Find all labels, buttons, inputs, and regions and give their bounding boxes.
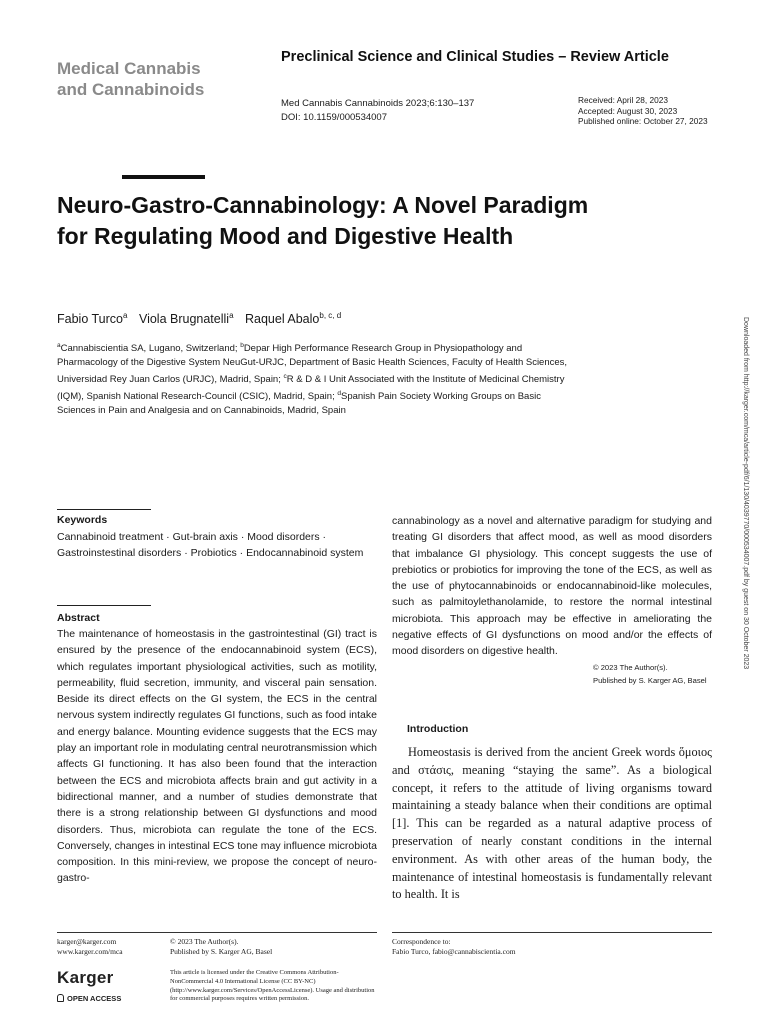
footer-copyright: © 2023 The Author(s). Published by S. Karger AG, Basel bbox=[170, 937, 273, 956]
keywords-rule bbox=[57, 509, 151, 510]
keywords-heading: Keywords bbox=[57, 514, 108, 526]
citation-doi[interactable]: DOI: 10.1159/000534007 bbox=[281, 112, 387, 123]
date-received: Received: April 28, 2023 bbox=[578, 95, 668, 105]
correspondence bbox=[392, 937, 712, 957]
date-published: Published online: October 27, 2023 bbox=[578, 116, 708, 126]
section-heading: Preclinical Science and Clinical Studies – Review Article bbox=[281, 49, 669, 65]
journal-name-line1: Medical Cannabis bbox=[57, 59, 201, 78]
author[interactable]: Raquel Abalo$^{b, c, d}$ bbox=[245, 311, 342, 327]
karger-logo: Karger bbox=[57, 968, 114, 987]
article-dates bbox=[578, 95, 708, 127]
abstract-copyright-line2: Published by S. Karger AG, Basel bbox=[593, 676, 707, 685]
author[interactable]: Fabio Turco$^a$ bbox=[57, 311, 128, 327]
license-text: This article is licensed under the Creative Commons Attribution-NonCommercial 4.0 International License (CC BY-NC) (http://www.karger.com/Services/OpenAccessLicense). Usage and distribution for commercial purposes requires written permission. bbox=[170, 969, 375, 1003]
abstract-rule bbox=[57, 605, 151, 606]
publisher-contact bbox=[57, 937, 157, 957]
introduction-heading: Introduction bbox=[407, 723, 469, 735]
open-lock-icon bbox=[57, 994, 64, 1002]
abstract-body: The maintenance of homeostasis in the gastrointestinal (GI) tract is ensured by the presence of the endocannabinoid system (ECS), which regulates important physiological activities, such as motility, permeability, fluid secretion, immunity, and visceral pain sensation. Beside its direct effects on the GI system, the ECS in the central nervous system indirectly regulates GI functions, such as food intake and energy balance. Mounting evidence suggests that the ECS may play an important role in modulating central neurotransmission which affects GI functioning. It has also been found that the interaction between the ECS and microbiota affects brain and gut activity in a bidirectional manner, and a number of studies demonstrate that there is a strong relationship between GI dysfunctions and mood disorders. Thus, microbiota can regulate the tone of the ECS. Conversely, changes in intestinal ECS tone may influence microbiota composition. In this mini-review, we propose the concept of neuro-gastro- bbox=[57, 628, 377, 885]
article-title: Neuro-Gastro-Cannabinology: A Novel Paradigm for Regulating Mood and Digestive Health bbox=[57, 192, 589, 249]
author-list bbox=[57, 311, 349, 326]
correspondence-label: Correspondence to: bbox=[392, 937, 451, 946]
introduction-body: Homeostasis is derived from the ancient Greek words ὅμοιος and στάσις, meaning “staying the same”. As a biological concept, it refers to the attitude of living organisms toward maintaining a steady balance when their conditions are optimal [1]. This can be regarded as a natural adaptive process of preservation of nearly constant conditions in the internal environment. As with other areas of the human body, the maintenance of intestinal homeostasis is fundamentally relevant to health. It is bbox=[392, 745, 712, 902]
date-accepted: Accepted: August 30, 2023 bbox=[578, 105, 678, 116]
journal-name bbox=[57, 58, 257, 100]
publisher-web[interactable]: www.karger.com/mca bbox=[57, 947, 123, 956]
download-note: Downloaded from http://karger.com/mca/article-pdf/6/1/130/4039770/000534007.pdf by guest on 30 October 2023 bbox=[742, 317, 749, 670]
affiliations: $^a$Cannabiscientia SA, Lugano, Switzerland; $^b$Depar High Performance Research Group in Physiopathology and Pharmacology of the Digestive System NeuGut-URJC, Department of Basic Health Sciences, Faculty of Health Sciences, Universidad Rey Juan Carlos (URJC), Madrid, Spain; $^c$R & D & I Unit Associated with the Institute of Medicinal Chemistry (IQM), Spanish National Research-Council (CSIC), Madrid, Spain; $^d$Spanish Pain Society Working Groups on Basic Sciences in Pain and Analgesia and on Cannabinoids, Madrid, Spain bbox=[57, 342, 568, 417]
affiliation: Depar High Performance Research Group in Physiopathology and Pharmacology of the Digestive System NeuGut-URJC, Department of Basic Health Sciences, Faculty of Health Sciences, Universidad Rey Juan Carlos (URJC), Madrid, Spain; bbox=[57, 343, 568, 386]
journal-name-line2: and Cannabinoids bbox=[57, 80, 205, 99]
affiliation: R & D & I Unit Associated with the Institute of Medicinal Chemistry (IQM), Spanish National Research-Council (CSIC), Madrid, Spain; bbox=[57, 374, 565, 403]
correspondence-contact[interactable]: Fabio Turco, fabio@cannabiscientia.com bbox=[392, 947, 516, 956]
keywords-text: Cannabinoid treatment · Gut-brain axis · Mood disorders · Gastroinstestinal disorders · Probiotics · Endocannabinoid system bbox=[57, 531, 364, 559]
footer-rule-left bbox=[57, 932, 377, 933]
abstract-heading: Abstract bbox=[57, 612, 100, 624]
abstract-copyright bbox=[593, 661, 707, 687]
affiliation: Spanish Pain Society Working Groups on Basic Sciences in Pain and Analgesia and on Cannabinoids, Madrid, Spain bbox=[57, 391, 541, 417]
title-rule bbox=[122, 175, 205, 179]
author[interactable]: Viola Brugnatelli$^a$ bbox=[138, 311, 234, 327]
abstract-copyright-line1: © 2023 The Author(s). bbox=[593, 663, 668, 672]
citation bbox=[281, 97, 474, 125]
citation-reference: Med Cannabis Cannabinoids 2023;6:130–137 bbox=[281, 98, 475, 109]
affiliation: Cannabiscientia SA, Lugano, Switzerland; bbox=[60, 343, 241, 355]
publisher-email[interactable]: karger@karger.com bbox=[57, 937, 117, 946]
abstract-continuation: cannabinology as a novel and alternative paradigm for studying and treating GI disorders that affect mood, as well as mood disorders that imbalance GI physiology. This concept suggests the use of prebiotics or probiotics for improving the tone of the ECS, as well as the use of phytocannabinoids or endocannabinoid-like molecules, such as palmitoylethanolamide, to restore the normal intestinal microbiota. This approach may be effective in ameliorating the negative effects of GI dysfunctions on mood and/or the effects of mood disorders on digestive health. bbox=[392, 515, 712, 658]
footer-rule-right bbox=[392, 932, 712, 933]
open-access-badge: OPEN ACCESS bbox=[57, 994, 121, 1003]
